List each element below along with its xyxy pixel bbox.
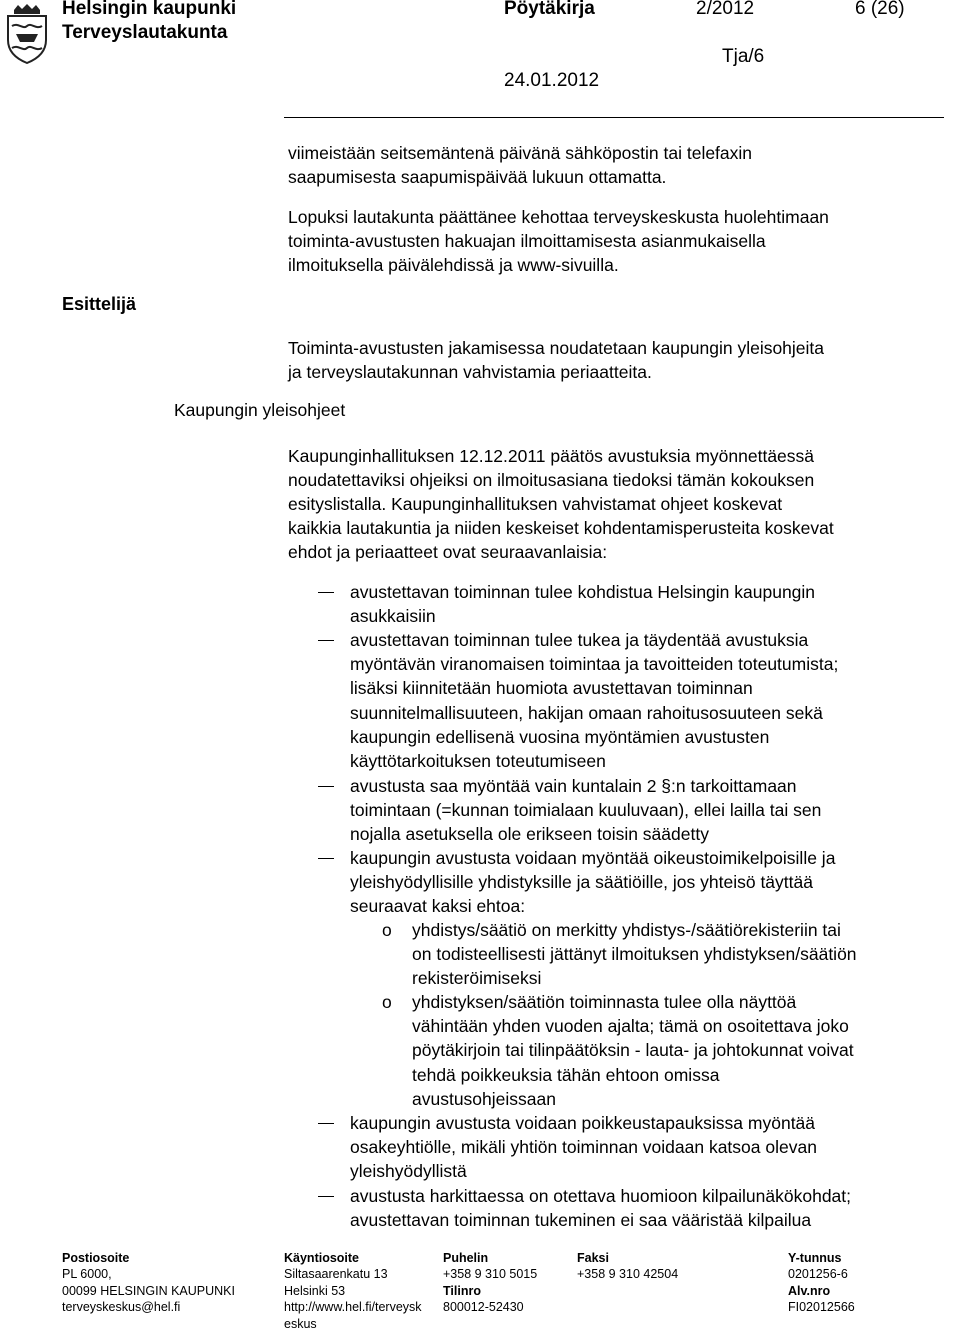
meeting-date: 24.01.2012 <box>504 70 600 91</box>
dash-bullet-icon <box>318 1123 334 1124</box>
kh-paragraph: Kaupunginhallituksen 12.12.2011 päätös avustuksia myönnettäessä noudatettaviksi ohjeiksi on ilmoitusasiana tiedoksi tämän kokouksen esityslistalla. Kaupunginhallituksen vahvistamat ohjeet koskevat kaikkia lautakuntia ja niiden keskeiset kohdentamisperusteita koskevat ehdot ja periaatteet ovat seuraavanlaisia: <box>288 446 834 562</box>
lopuksi-paragraph: Lopuksi lautakunta päättänee kehottaa terveyskeskusta huolehtimaan toiminta-avustusten hakuajan ilmoittamisesta asianmukaisella ilmoituksella päivälehdissä ja www-sivuilla. <box>288 207 829 275</box>
list-item: avustettavan toiminnan tulee tukea ja täydentää avustuksia myöntävän viranomaisen toimintaa ja tavoitteiden toteutumista; lisäksi kiinnitetään huomiota avustettavan toiminnan suunnitelmallisuuteen, hakijan omaan rahoitusosuuteen sekä kaupungin edellisenä vuosina myöntämien avustusten käyttötarkoituksen toteutumiseen <box>350 630 839 772</box>
dash-bullet-icon <box>318 1196 334 1197</box>
helsinki-coat-of-arms-icon <box>4 4 50 64</box>
sub-bullet-mark: o <box>382 992 392 1012</box>
list-item: avustettavan toiminnan tulee kohdistua Helsingin kaupungin asukkaisiin <box>350 582 816 627</box>
footer-postiosoite: Postiosoite PL 6000, 00099 HELSINGIN KAUPUNKI terveyskeskus@hel.fi <box>62 1251 235 1315</box>
org-name: Helsingin kaupunki <box>62 0 237 19</box>
list-item: kaupungin avustusta voidaan poikkeustapauksissa myöntää osakeyhtiölle, mikäli yhtiön toiminnan voidaan katsoa olevan yleishyödyllistä <box>350 1113 817 1182</box>
section-id: Tja/6 <box>722 46 765 67</box>
doc-type: Pöytäkirja <box>504 0 595 19</box>
dash-bullet-icon <box>318 640 334 641</box>
sub-bullet-mark: o <box>382 920 392 940</box>
board-name: Terveyslautakunta <box>62 22 228 43</box>
page-number: 6 (26) <box>855 0 905 19</box>
sub-list-item: yhdistyksen/säätiön toiminnasta tulee olla näyttöä vähintään yhden vuoden ajalta; tämä on osoitettava joko pöytäkirjoin tai tilinpäätöksin - lauta- ja johtokunnat voivat tehdä poikkeuksia tähän ehtoon omissa avustusohjeissaan <box>412 992 854 1109</box>
intro-paragraph: viimeistään seitsemäntenä päivänä sähköpostin tai telefaxin saapumisesta saapumispäivää lukuun ottamatta. <box>288 143 753 187</box>
sub-list-item: yhdistys/säätiö on merkitty yhdistys-/säätiörekisteriin tai on todisteellisesti jättänyt ilmoituksen yhdistyksen/säätiön rekisteröimiseksi <box>412 920 857 989</box>
doc-number: 2/2012 <box>696 0 755 19</box>
yleisohjeet-label: Kaupungin yleisohjeet <box>174 400 346 420</box>
list-item: avustusta harkittaessa on otettava huomioon kilpailunäkökohdat; avustettavan toiminnan tukeminen ei saa vääristää kilpailua <box>350 1186 852 1231</box>
dash-bullet-icon <box>318 786 334 787</box>
list-item: avustusta saa myöntää vain kuntalain 2 §:n tarkoittamaan toimintaan (=kunnan toimialaan kuuluvaan), ellei lailla tai sen nojalla asetuksella ole erikseen toisin säädetty <box>350 776 822 845</box>
dash-bullet-icon <box>318 592 334 593</box>
header-rule <box>284 117 944 118</box>
esittelija-label: Esittelijä <box>62 294 137 314</box>
footer-ytunnus: Y-tunnus 0201256-6 Alv.nro FI02012566 <box>788 1251 855 1315</box>
footer-puhelin: Puhelin +358 9 310 5015 Tilinro 800012-52430 <box>443 1251 538 1315</box>
footer-faksi: Faksi +358 9 310 42504 <box>577 1251 679 1282</box>
esittelija-paragraph: Toiminta-avustusten jakamisessa noudatetaan kaupungin yleisohjeita ja terveyslautakunnan vahvistamia periaatteita. <box>288 338 825 382</box>
footer-kayntiosoite: Käyntiosoite Siltasaarenkatu 13 Helsinki 53 http://www.hel.fi/terveysk eskus <box>284 1251 422 1331</box>
dash-bullet-icon <box>318 858 334 859</box>
list-item: kaupungin avustusta voidaan myöntää oikeustoimikelpoisille ja yleishyödyllisille yhdistyksille ja säätiöille, jos yhteisö täyttää seuraavat kaksi ehtoa: <box>350 848 836 917</box>
